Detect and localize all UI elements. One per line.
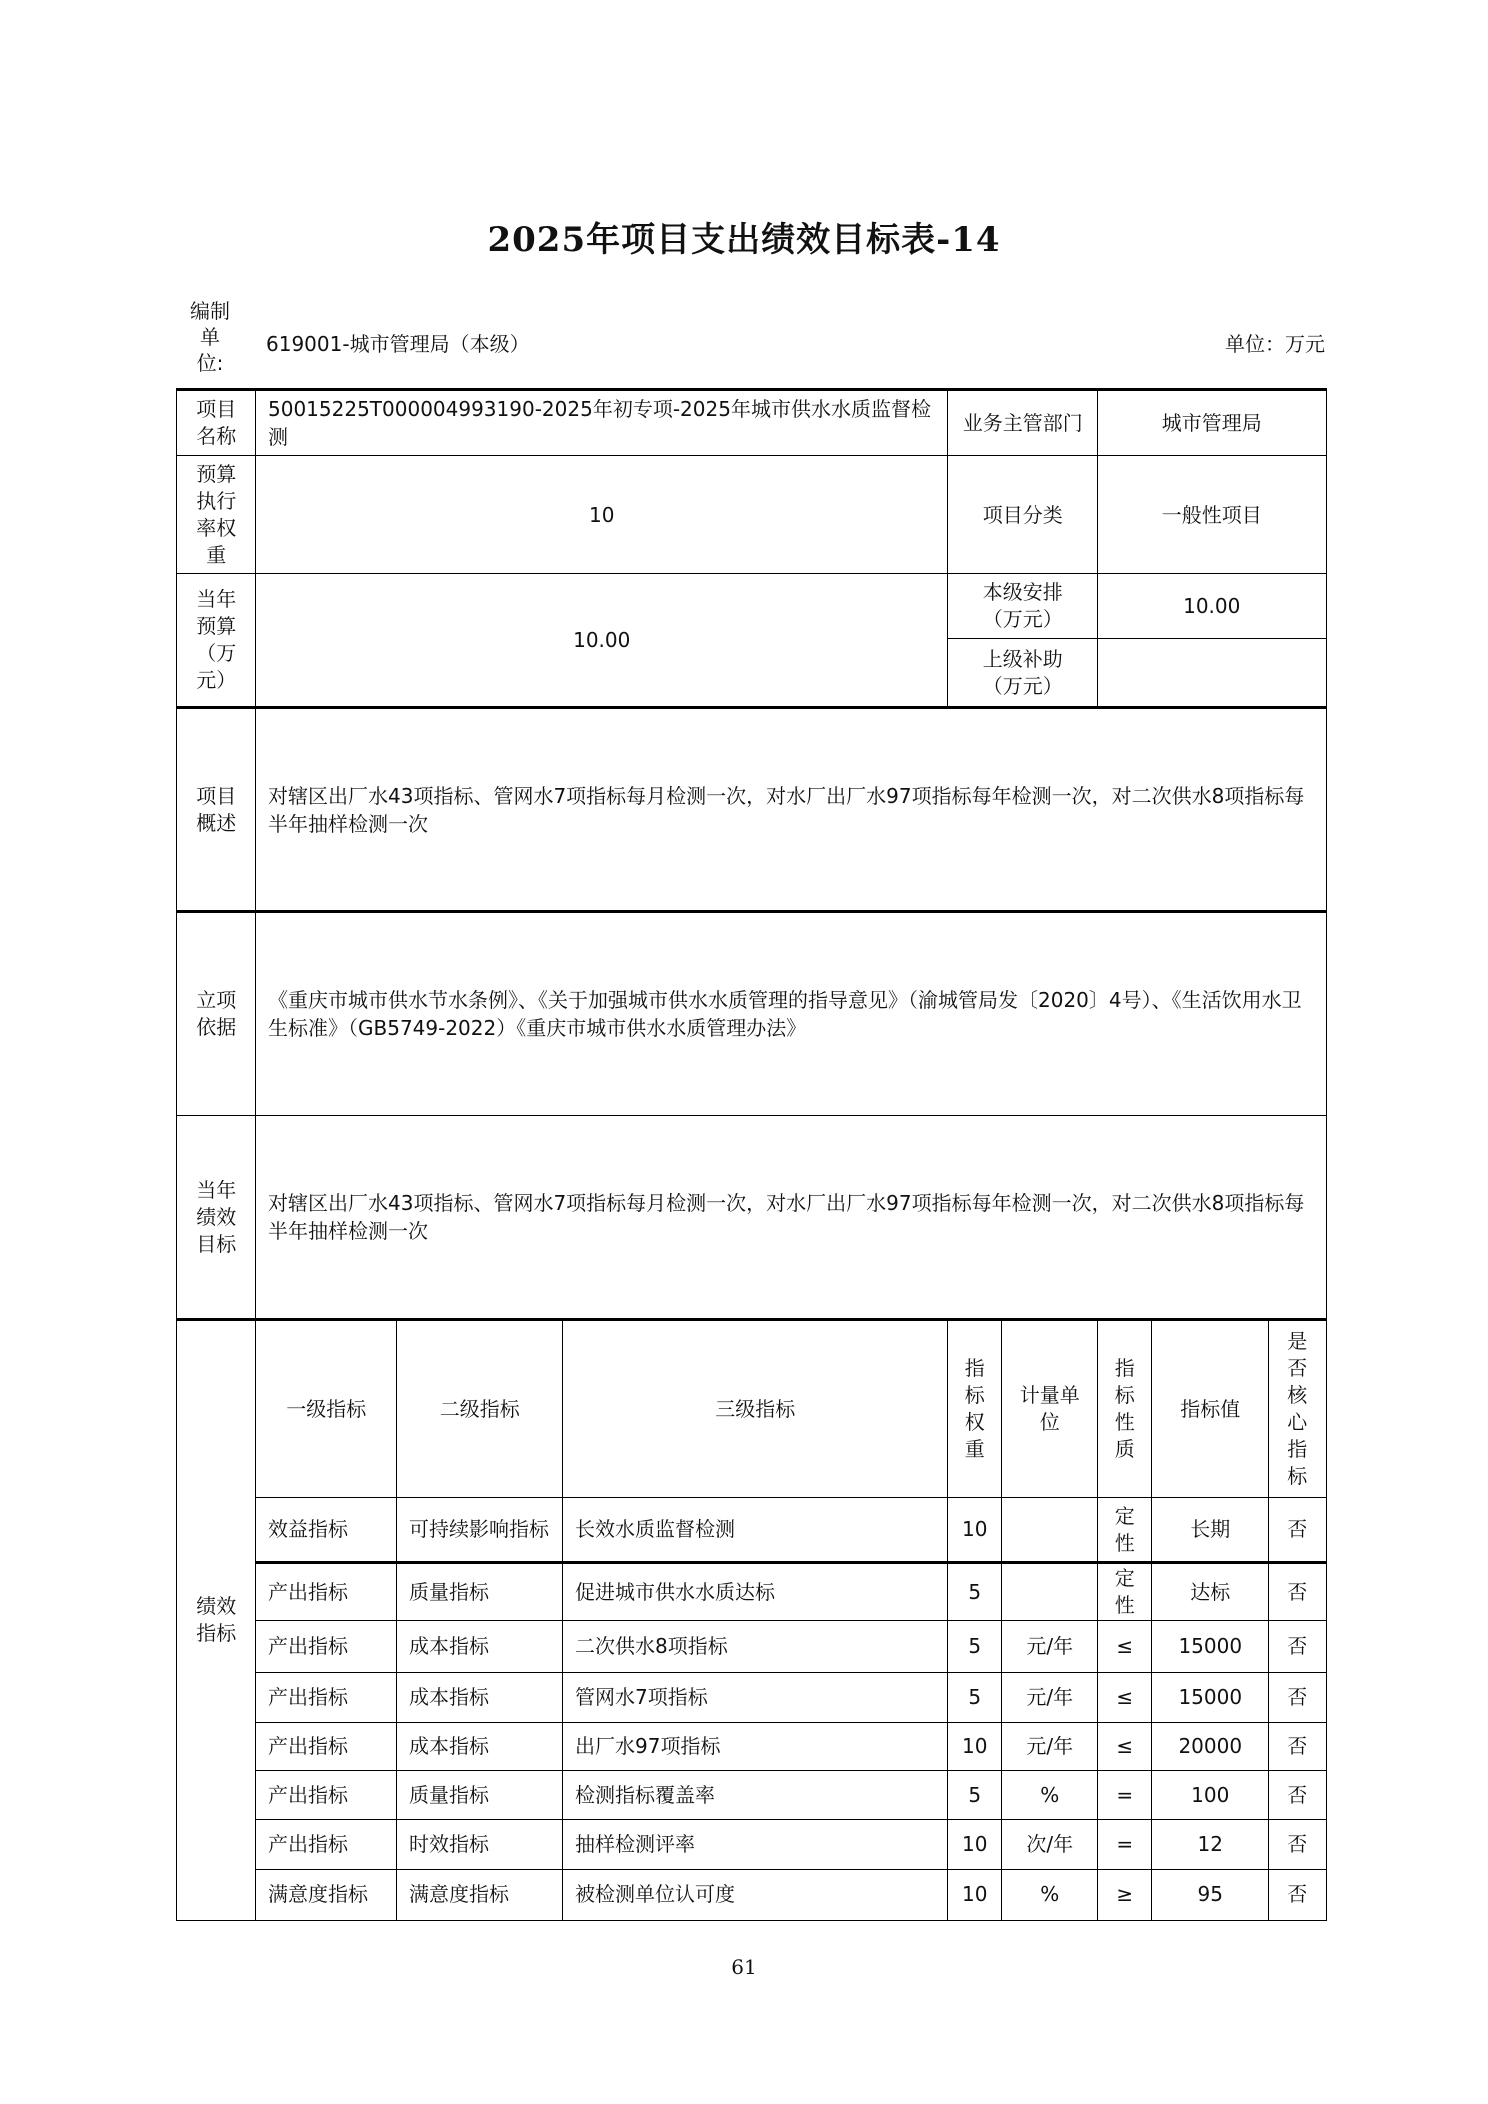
indicator-is-core-text: 否 <box>1287 1517 1308 1542</box>
budget-value-text: 10.00 <box>573 628 631 653</box>
exec-weight-label <box>176 455 257 575</box>
indicator-unit-text: 次/年 <box>1026 1832 1074 1857</box>
indicator-unit-text: % <box>1040 1782 1060 1807</box>
indicator-target-value-text: 15000 <box>1178 1634 1243 1659</box>
indicator-level1 <box>255 1770 398 1821</box>
overview-value-text: 对辖区出厂水43项指标、管网水7项指标每月检测一次，对水厂出厂水97项指标每年检测一次，对二次供水8项指标每半年抽样检测一次 <box>268 783 1305 836</box>
column-header-unit <box>1001 1318 1099 1499</box>
indicator-unit <box>1001 1819 1099 1871</box>
indicator-level2-text: 时效指标 <box>409 1832 489 1857</box>
indicator-level1-text: 产出指标 <box>268 1685 348 1710</box>
indicator-weight-text: 5 <box>968 1782 982 1807</box>
indicator-level1 <box>255 1497 398 1563</box>
indicator-level3-text: 长效水质监督检测 <box>575 1517 735 1542</box>
indicator-target-value <box>1151 1819 1270 1871</box>
indicator-target-value-text: 达标 <box>1190 1579 1231 1604</box>
indicator-target-value <box>1151 1620 1270 1674</box>
indicator-target-value-text: 长期 <box>1190 1517 1231 1542</box>
indicator-nature <box>1097 1620 1153 1674</box>
indicator-level3-text: 抽样检测评率 <box>575 1832 695 1857</box>
exec-weight-value <box>255 455 949 575</box>
compiling-unit-name: 619001-城市管理局（本级） <box>266 332 530 356</box>
budget-value <box>255 573 949 708</box>
dept-value-text: 城市管理局 <box>1161 411 1262 436</box>
indicator-target-value <box>1151 1561 1270 1622</box>
overview-label <box>176 706 257 912</box>
indicator-nature-text: ≤ <box>1116 1634 1134 1659</box>
indicator-level3-text: 被检测单位认可度 <box>575 1882 735 1907</box>
project-name-label <box>176 388 257 457</box>
indicator-level2-text: 质量指标 <box>409 1579 489 1604</box>
column-header-level3-text: 三级指标 <box>715 1396 796 1421</box>
project-name-label-text: 项目 名称 <box>196 397 237 449</box>
indicator-weight <box>947 1869 1003 1921</box>
indicator-nature-text: 定 性 <box>1114 1566 1135 1618</box>
indicators-section-label <box>176 1318 257 1921</box>
project-name-value <box>255 388 949 457</box>
indicator-level2 <box>396 1770 564 1821</box>
indicator-level2 <box>396 1722 564 1772</box>
indicator-weight-text: 5 <box>968 1579 982 1604</box>
indicator-weight <box>947 1620 1003 1674</box>
indicator-unit <box>1001 1497 1099 1563</box>
indicator-level2 <box>396 1620 564 1674</box>
indicator-level3-text: 管网水7项指标 <box>575 1685 708 1710</box>
page-title: 2025年项目支出绩效目标表-14 <box>487 220 1001 260</box>
indicator-level1-text: 产出指标 <box>268 1634 348 1659</box>
column-header-target-value <box>1151 1318 1270 1499</box>
indicator-level3 <box>562 1819 949 1871</box>
indicator-target-value-text: 100 <box>1191 1782 1230 1807</box>
column-header-level1 <box>255 1318 398 1499</box>
indicator-level1 <box>255 1869 398 1921</box>
category-label <box>947 455 1099 575</box>
indicator-is-core <box>1268 1620 1327 1674</box>
local-arrangement-value-text: 10.00 <box>1183 594 1241 619</box>
indicator-level3 <box>562 1722 949 1772</box>
indicator-weight <box>947 1722 1003 1772</box>
indicator-level3 <box>562 1672 949 1724</box>
indicator-target-value <box>1151 1497 1270 1563</box>
local-arrangement-label-text: 本级安排 （万元） <box>982 580 1063 632</box>
indicator-nature-text: = <box>1116 1782 1134 1807</box>
indicator-is-core-text: 否 <box>1287 1882 1308 1907</box>
page-number: 61 <box>731 1955 757 1979</box>
budget-label-text: 当年 预算 （万 元） <box>196 587 237 693</box>
indicator-level1 <box>255 1722 398 1772</box>
category-value-text: 一般性项目 <box>1161 502 1262 527</box>
indicator-level2-text: 成本指标 <box>409 1634 489 1659</box>
indicator-unit <box>1001 1869 1099 1921</box>
indicator-unit <box>1001 1672 1099 1724</box>
indicator-weight-text: 10 <box>962 1882 988 1907</box>
indicator-weight <box>947 1819 1003 1871</box>
indicator-target-value <box>1151 1869 1270 1921</box>
indicator-level3-text: 促进城市供水水质达标 <box>575 1579 775 1604</box>
upper-subsidy-label <box>947 638 1099 708</box>
column-header-weight-text: 指 标 权 重 <box>964 1356 985 1462</box>
indicator-weight <box>947 1770 1003 1821</box>
goal-label <box>176 1115 257 1320</box>
indicator-nature <box>1097 1722 1153 1772</box>
upper-subsidy-label-text: 上级补助 （万元） <box>982 646 1063 698</box>
indicator-nature-text: 定 性 <box>1114 1503 1135 1555</box>
upper-subsidy-value <box>1097 638 1327 708</box>
indicator-level1-text: 满意度指标 <box>268 1882 368 1907</box>
indicator-level2 <box>396 1497 564 1563</box>
indicator-target-value-text: 95 <box>1197 1882 1223 1907</box>
indicator-target-value <box>1151 1672 1270 1724</box>
indicator-level2 <box>396 1819 564 1871</box>
column-header-weight <box>947 1318 1003 1499</box>
goal-label-text: 当年 绩效 目标 <box>196 1177 237 1256</box>
basis-label <box>176 910 257 1117</box>
indicator-level3-text: 检测指标覆盖率 <box>575 1782 715 1807</box>
column-header-level1-text: 一级指标 <box>286 1396 367 1421</box>
indicator-unit <box>1001 1722 1099 1772</box>
indicator-level2-text: 成本指标 <box>409 1734 489 1759</box>
indicator-weight-text: 10 <box>962 1734 988 1759</box>
indicator-unit-text: 元/年 <box>1026 1634 1074 1659</box>
indicator-level2-text: 质量指标 <box>409 1782 489 1807</box>
indicator-unit-text: 元/年 <box>1026 1685 1074 1710</box>
currency-unit: 单位：万元 <box>1225 332 1325 356</box>
category-label-text: 项目分类 <box>982 502 1063 527</box>
indicator-is-core <box>1268 1819 1327 1871</box>
indicators-section-label-text: 绩效 指标 <box>196 1594 237 1646</box>
dept-label <box>947 388 1099 457</box>
indicator-weight <box>947 1672 1003 1724</box>
dept-label-text: 业务主管部门 <box>962 411 1083 436</box>
indicator-unit-text: 元/年 <box>1026 1734 1074 1759</box>
indicator-unit <box>1001 1770 1099 1821</box>
column-header-unit-text: 计量单 位 <box>1019 1383 1080 1435</box>
indicator-weight <box>947 1561 1003 1622</box>
indicator-level1 <box>255 1620 398 1674</box>
indicator-weight-text: 10 <box>962 1517 988 1542</box>
column-header-level2 <box>396 1318 564 1499</box>
indicator-level3 <box>562 1869 949 1921</box>
indicator-level1-text: 效益指标 <box>268 1517 348 1542</box>
indicator-target-value-text: 12 <box>1197 1832 1223 1857</box>
indicator-level1 <box>255 1672 398 1724</box>
indicator-level3-text: 出厂水97项指标 <box>575 1734 721 1759</box>
indicator-is-core <box>1268 1869 1327 1921</box>
column-header-target-value-text: 指标值 <box>1180 1396 1241 1421</box>
indicator-level1 <box>255 1561 398 1622</box>
column-header-nature <box>1097 1318 1153 1499</box>
overview-value <box>255 706 1327 912</box>
indicator-target-value-text: 15000 <box>1178 1685 1243 1710</box>
exec-weight-value-text: 10 <box>589 502 615 527</box>
indicator-is-core <box>1268 1672 1327 1724</box>
indicator-level2-text: 成本指标 <box>409 1685 489 1710</box>
basis-label-text: 立项 依据 <box>196 988 237 1040</box>
indicator-nature <box>1097 1561 1153 1622</box>
indicator-is-core-text: 否 <box>1287 1634 1308 1659</box>
indicator-is-core-text: 否 <box>1287 1782 1308 1807</box>
indicator-level3 <box>562 1770 949 1821</box>
indicator-nature-text: = <box>1116 1832 1134 1857</box>
indicator-nature <box>1097 1672 1153 1724</box>
overview-label-text: 项目 概述 <box>196 783 237 835</box>
indicator-weight <box>947 1497 1003 1563</box>
indicator-level2-text: 满意度指标 <box>409 1882 509 1907</box>
indicator-nature <box>1097 1497 1153 1563</box>
indicator-level1-text: 产出指标 <box>268 1832 348 1857</box>
indicator-is-core-text: 否 <box>1287 1734 1308 1759</box>
goal-value <box>255 1115 1327 1320</box>
column-header-level3 <box>562 1318 949 1499</box>
indicator-weight-text: 5 <box>968 1685 982 1710</box>
dept-value <box>1097 388 1327 457</box>
budget-label <box>176 573 257 708</box>
category-value <box>1097 455 1327 575</box>
indicator-level3 <box>562 1620 949 1674</box>
column-header-is-core <box>1268 1318 1327 1499</box>
indicator-nature <box>1097 1819 1153 1871</box>
indicator-unit-text: % <box>1040 1882 1060 1907</box>
indicator-target-value <box>1151 1770 1270 1821</box>
indicator-level1-text: 产出指标 <box>268 1734 348 1759</box>
indicator-is-core-text: 否 <box>1287 1685 1308 1710</box>
indicator-is-core <box>1268 1770 1327 1821</box>
column-header-level2-text: 二级指标 <box>439 1396 520 1421</box>
indicator-level3 <box>562 1561 949 1622</box>
indicator-level2 <box>396 1672 564 1724</box>
local-arrangement-label <box>947 573 1099 640</box>
basis-value <box>255 910 1327 1117</box>
indicator-weight-text: 10 <box>962 1832 988 1857</box>
indicator-nature-text: ≤ <box>1116 1685 1134 1710</box>
column-header-is-core-text: 是 否 核 心 指 标 <box>1287 1329 1308 1489</box>
indicator-level1-text: 产出指标 <box>268 1579 348 1604</box>
column-header-nature-text: 指 标 性 质 <box>1114 1356 1135 1462</box>
indicator-target-value-text: 20000 <box>1178 1734 1243 1759</box>
indicator-nature-text: ≥ <box>1116 1882 1134 1907</box>
indicator-unit <box>1001 1561 1099 1622</box>
indicator-level2 <box>396 1869 564 1921</box>
local-arrangement-value <box>1097 573 1327 640</box>
indicator-level1-text: 产出指标 <box>268 1782 348 1807</box>
indicator-is-core <box>1268 1561 1327 1622</box>
goal-value-text: 对辖区出厂水43项指标、管网水7项指标每月检测一次，对水厂出厂水97项指标每年检测一次，对二次供水8项指标每半年抽样检测一次 <box>268 1191 1305 1244</box>
compiling-unit-label: 编制 单 位: <box>190 299 230 375</box>
indicator-weight-text: 5 <box>968 1634 982 1659</box>
exec-weight-label-text: 预算 执行 率权 重 <box>196 461 237 567</box>
indicator-is-core <box>1268 1722 1327 1772</box>
indicator-level3 <box>562 1497 949 1563</box>
basis-value-text: 《重庆市城市供水节水条例》、《关于加强城市供水水质管理的指导意见》（渝城管局发〔2020〕4号）、《生活饮用水卫生标准》（GB5749-2022）《重庆市城市供水水质管理办法》 <box>268 988 1302 1041</box>
indicator-unit <box>1001 1620 1099 1674</box>
project-name-value-text: 50015225T000004993190-2025年初专项-2025年城市供水水质监督检测 <box>268 397 931 450</box>
indicator-target-value <box>1151 1722 1270 1772</box>
indicator-level3-text: 二次供水8项指标 <box>575 1634 728 1659</box>
indicator-nature <box>1097 1869 1153 1921</box>
indicator-level1 <box>255 1819 398 1871</box>
indicator-is-core-text: 否 <box>1287 1832 1308 1857</box>
indicator-is-core-text: 否 <box>1287 1579 1308 1604</box>
indicator-nature <box>1097 1770 1153 1821</box>
indicator-level2-text: 可持续影响指标 <box>409 1517 549 1542</box>
indicator-is-core <box>1268 1497 1327 1563</box>
indicator-nature-text: ≤ <box>1116 1734 1134 1759</box>
indicator-level2 <box>396 1561 564 1622</box>
